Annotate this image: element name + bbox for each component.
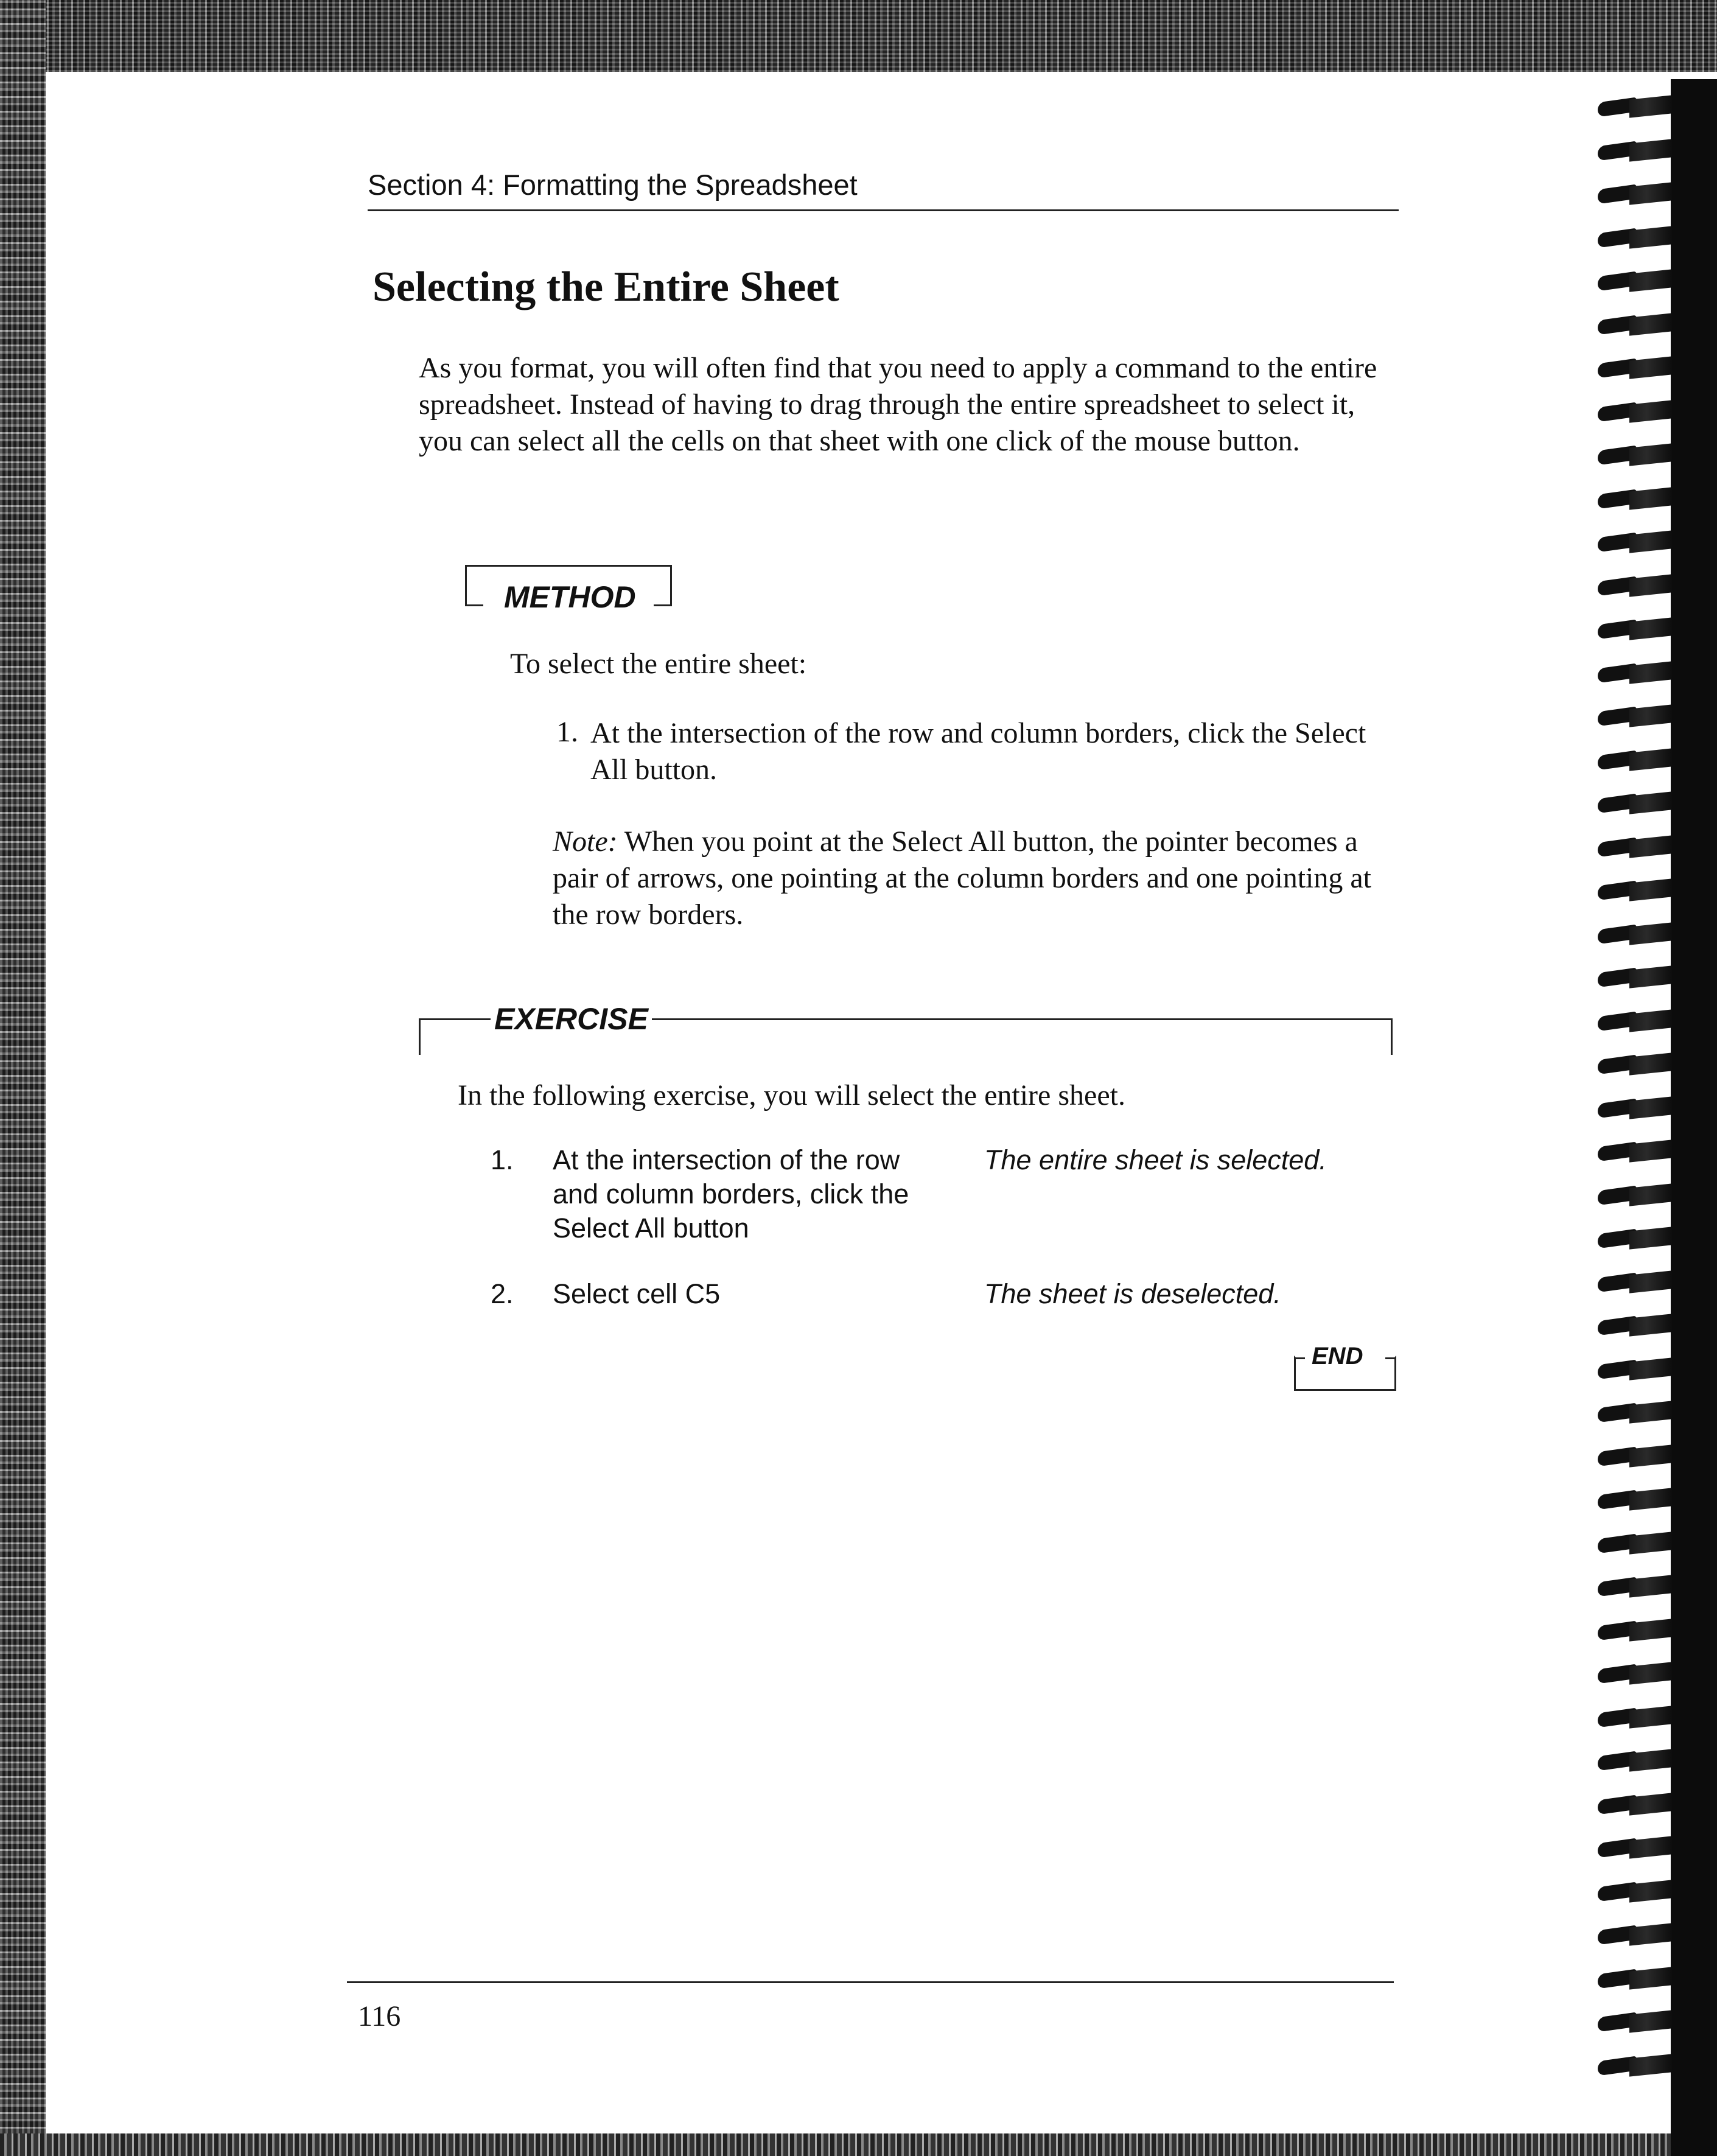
page-number: 116 xyxy=(358,2000,401,2032)
binding-ring xyxy=(1598,2056,1672,2077)
scan-left-border xyxy=(0,0,46,2156)
exercise-intro: In the following exercise, you will select the entire sheet. xyxy=(458,1079,1125,1111)
page-title: Selecting the Entire Sheet xyxy=(372,264,839,310)
binding-ring xyxy=(1598,228,1672,249)
binding-ring xyxy=(1598,1621,1672,1642)
method-step-text: At the intersection of the row and column borders, click the Select All button. xyxy=(590,717,1366,786)
binding-ring xyxy=(1598,576,1672,597)
exercise-label: EXERCISE xyxy=(491,1001,652,1037)
exercise-left-tick xyxy=(419,1018,421,1055)
exercise-step-action: Select cell C5 xyxy=(553,1278,721,1309)
note-text: When you point at the Select All button, the pointer becomes a pair of arrows, one pointing at the column borders and one pointing at the row borders. xyxy=(553,825,1372,931)
binding-ring xyxy=(1598,968,1672,989)
binding-ring xyxy=(1598,1316,1672,1337)
scan-bottom-border xyxy=(0,2133,1717,2156)
binding-ring xyxy=(1598,663,1672,684)
exercise-right-tick xyxy=(1391,1018,1393,1055)
binding-ring xyxy=(1598,1882,1672,1903)
method-intro: To select the entire sheet: xyxy=(510,648,807,680)
binding-ring xyxy=(1598,1751,1672,1772)
binding-ring xyxy=(1598,925,1672,945)
method-step-number: 1. xyxy=(556,716,578,748)
header-rule xyxy=(368,209,1399,211)
binding-ring xyxy=(1598,489,1672,510)
binding-ring xyxy=(1598,141,1672,162)
binding-ring xyxy=(1598,1925,1672,1946)
binding-ring xyxy=(1598,402,1672,423)
binding-ring xyxy=(1598,271,1672,292)
section-header: Section 4: Formatting the Spreadsheet xyxy=(368,169,858,201)
binding-ring xyxy=(1598,1795,1672,1816)
binding-ring xyxy=(1598,707,1672,727)
exercise-step-number: 1. xyxy=(491,1144,514,1175)
exercise-step-number: 2. xyxy=(491,1278,514,1309)
binding-ring xyxy=(1598,1099,1672,1119)
binding-ring xyxy=(1598,751,1672,771)
spiral-binding xyxy=(1598,97,1674,2100)
binding-ring xyxy=(1598,1447,1672,1468)
binding-ring xyxy=(1598,184,1672,205)
binding-ring xyxy=(1598,446,1672,466)
binding-ring xyxy=(1598,1186,1672,1206)
binding-ring xyxy=(1598,2012,1672,2033)
binding-ring xyxy=(1598,1360,1672,1381)
binding-ring xyxy=(1598,1577,1672,1598)
binding-ring xyxy=(1598,1403,1672,1424)
binding-ring xyxy=(1598,1055,1672,1076)
binding-ring xyxy=(1598,1969,1672,1990)
scan-right-border xyxy=(1671,79,1717,2156)
exercise-step-result: The sheet is deselected. xyxy=(984,1278,1281,1309)
binding-ring xyxy=(1598,1012,1672,1032)
binding-ring xyxy=(1598,838,1672,858)
footer-rule xyxy=(347,1981,1394,1983)
binding-ring xyxy=(1598,1229,1672,1250)
binding-ring xyxy=(1598,315,1672,336)
binding-ring xyxy=(1598,359,1672,379)
binding-ring xyxy=(1598,1490,1672,1511)
binding-ring xyxy=(1598,620,1672,640)
scan-top-border xyxy=(0,0,1717,72)
binding-ring xyxy=(1598,1142,1672,1163)
method-note xyxy=(553,824,1405,933)
exercise-step-action: At the intersection of the row and column borders, click the Select All button xyxy=(553,1144,909,1244)
method-label: METHOD xyxy=(500,579,640,615)
binding-ring xyxy=(1598,1708,1672,1729)
binding-ring xyxy=(1598,1838,1672,1859)
intro-paragraph: As you format, you will often find that you need to apply a command to the entire spreadsheet. Instead of having to drag through the entire spreadsheet to select it, you can select all the cells on that sheet with one click of the mouse button. xyxy=(419,352,1377,457)
binding-ring xyxy=(1598,1534,1672,1555)
binding-ring xyxy=(1598,533,1672,553)
binding-ring xyxy=(1598,881,1672,901)
binding-ring xyxy=(1598,1664,1672,1685)
note-label: Note: xyxy=(553,825,618,858)
binding-ring xyxy=(1598,1273,1672,1293)
exercise-step-result: The entire sheet is selected. xyxy=(984,1144,1327,1175)
binding-ring xyxy=(1598,794,1672,814)
end-label: END xyxy=(1309,1343,1365,1370)
binding-ring xyxy=(1598,97,1672,118)
